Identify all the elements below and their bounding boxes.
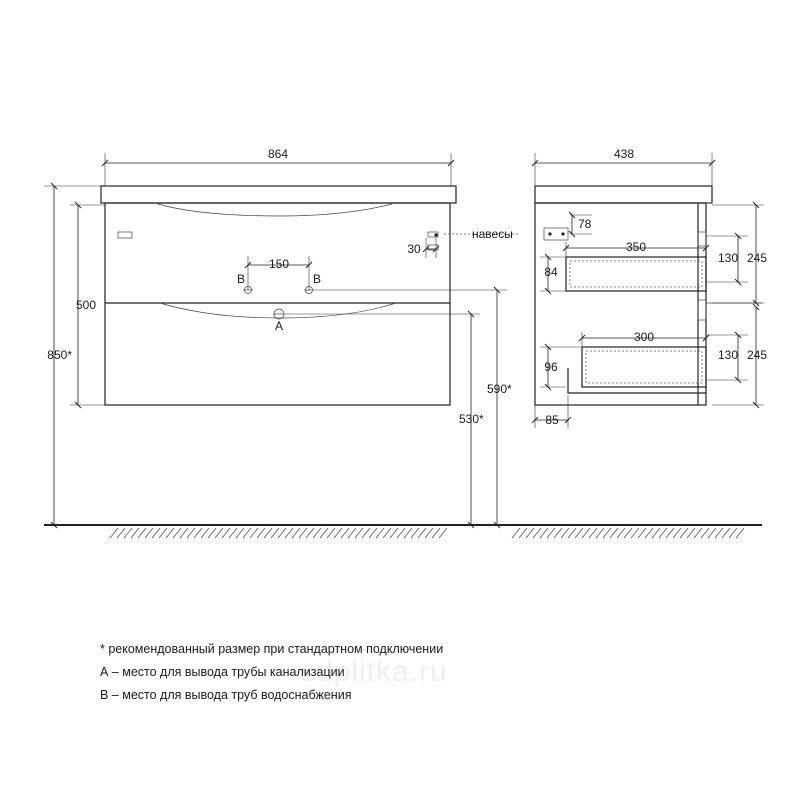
hatch-stroke [201, 528, 209, 538]
hatch-stroke [411, 528, 419, 538]
hatch-stroke [180, 528, 188, 538]
hatch-stroke [397, 528, 405, 538]
note-recommended: * рекомендованный размер при стандартном подключении [100, 642, 444, 656]
top-drawer-depth-label: 350 [625, 240, 647, 254]
drain-height-label: 530* [459, 412, 484, 426]
hatch-stroke [299, 528, 307, 538]
water-height-label: 590* [487, 382, 512, 396]
side-top [535, 186, 712, 203]
bottom-drawer [582, 347, 706, 387]
hatch-stroke [348, 528, 356, 538]
hatch-stroke [673, 528, 681, 538]
hatch-stroke [187, 528, 195, 538]
cabinet-body [105, 203, 450, 405]
hatch-stroke [257, 528, 265, 538]
hatch-stroke [124, 528, 132, 538]
hatch-stroke [694, 528, 702, 538]
hatch-stroke [404, 528, 412, 538]
hinges-label: навесы [472, 227, 513, 241]
hatch-stroke [208, 528, 216, 538]
hatch-stroke [418, 528, 426, 538]
hatch-stroke [271, 528, 279, 538]
hatch-stroke [250, 528, 258, 538]
hatch-stroke [519, 528, 527, 538]
hatch-stroke [638, 528, 646, 538]
hatch-stroke [554, 528, 562, 538]
hatch-stroke [173, 528, 181, 538]
hatch-stroke [645, 528, 653, 538]
hatch-stroke [166, 528, 174, 538]
hatch-stroke [512, 528, 520, 538]
bottom-drawer-front [568, 368, 706, 393]
hatch-stroke [722, 528, 730, 538]
side-body [535, 203, 706, 405]
hatch-stroke [327, 528, 335, 538]
hatch-stroke [194, 528, 202, 538]
water-spacing-label: 150 [268, 257, 290, 271]
bottom-section-inner-label: 130 [717, 348, 739, 362]
hatch-stroke [439, 528, 447, 538]
basin-top [101, 186, 456, 203]
hatch-stroke [341, 528, 349, 538]
hatch-stroke [222, 528, 230, 538]
hatch-stroke [603, 528, 611, 538]
hinge-drop-label: 78 [578, 217, 592, 231]
front-total-height-label: 850* [47, 348, 72, 362]
hatch-stroke [652, 528, 660, 538]
bottom-offset-label: 85 [545, 413, 559, 427]
hatch-stroke [432, 528, 440, 538]
hatch-stroke [236, 528, 244, 538]
hatch-stroke [320, 528, 328, 538]
hatch-stroke [138, 528, 146, 538]
hatch-stroke [306, 528, 314, 538]
top-drawer [566, 257, 706, 291]
hatch-stroke [610, 528, 618, 538]
hinge-dot [434, 233, 437, 236]
hatch-stroke [687, 528, 695, 538]
hatch-stroke [264, 528, 272, 538]
water-point-left-label: B [236, 272, 246, 286]
hatch-stroke [376, 528, 384, 538]
hatch-stroke [117, 528, 125, 538]
hatch-stroke [152, 528, 160, 538]
hatch-stroke [390, 528, 398, 538]
floor [44, 525, 762, 538]
floor-hatching-left [110, 528, 447, 538]
hatch-stroke [540, 528, 548, 538]
hatch-stroke [383, 528, 391, 538]
hatch-stroke [659, 528, 667, 538]
hatch-stroke [229, 528, 237, 538]
bottom-drawer-height-label: 96 [544, 360, 558, 374]
hatch-stroke [680, 528, 688, 538]
front-width-label: 864 [267, 147, 289, 161]
hatch-stroke [362, 528, 370, 538]
hatch-stroke [355, 528, 363, 538]
hatch-stroke [110, 528, 118, 538]
side-view [535, 147, 767, 428]
hatch-stroke [313, 528, 321, 538]
hatch-stroke [285, 528, 293, 538]
hatch-stroke [159, 528, 167, 538]
sink-contour-top [158, 204, 392, 216]
hatch-stroke [701, 528, 709, 538]
top-drawer-height-label: 84 [544, 265, 558, 279]
hatch-stroke [243, 528, 251, 538]
bottom-drawer-depth-label: 300 [633, 330, 655, 344]
hatch-stroke [575, 528, 583, 538]
front-view [44, 147, 520, 525]
hatch-stroke [596, 528, 604, 538]
hatch-stroke [736, 528, 744, 538]
hatch-stroke [729, 528, 737, 538]
hatch-stroke [624, 528, 632, 538]
hatch-stroke [666, 528, 674, 538]
hatch-stroke [526, 528, 534, 538]
hatch-stroke [631, 528, 639, 538]
hatch-stroke [425, 528, 433, 538]
hatch-stroke [131, 528, 139, 538]
note-drain: А – место для вывода трубы канализации [100, 665, 345, 679]
note-water: В – место для вывода труб водоснабжения [100, 688, 352, 702]
watermark: sdplitka.ru [300, 655, 448, 688]
hatch-stroke [145, 528, 153, 538]
hatch-stroke [708, 528, 716, 538]
hatch-stroke [278, 528, 286, 538]
hatch-stroke [582, 528, 590, 538]
hatch-stroke [715, 528, 723, 538]
water-point-right-label: B [312, 272, 322, 286]
brand-plate [118, 232, 132, 238]
hatch-stroke [292, 528, 300, 538]
hatch-stroke [369, 528, 377, 538]
top-section-total-label: 245 [746, 251, 768, 265]
hatch-stroke [533, 528, 541, 538]
hatch-stroke [568, 528, 576, 538]
hatch-stroke [589, 528, 597, 538]
front-facade-height-label: 500 [75, 298, 96, 312]
hatch-stroke [215, 528, 223, 538]
sink-contour-bottom [160, 303, 396, 318]
hatch-stroke [561, 528, 569, 538]
hatch-stroke [334, 528, 342, 538]
floor-hatching-right [512, 528, 744, 538]
side-depth-label: 438 [613, 147, 635, 161]
drain-point-label: A [274, 319, 284, 333]
hatch-stroke [617, 528, 625, 538]
hinge-offset-label: 30 [407, 242, 421, 256]
bottom-section-total-label: 245 [746, 348, 768, 362]
top-section-inner-label: 130 [717, 251, 739, 265]
hatch-stroke [547, 528, 555, 538]
